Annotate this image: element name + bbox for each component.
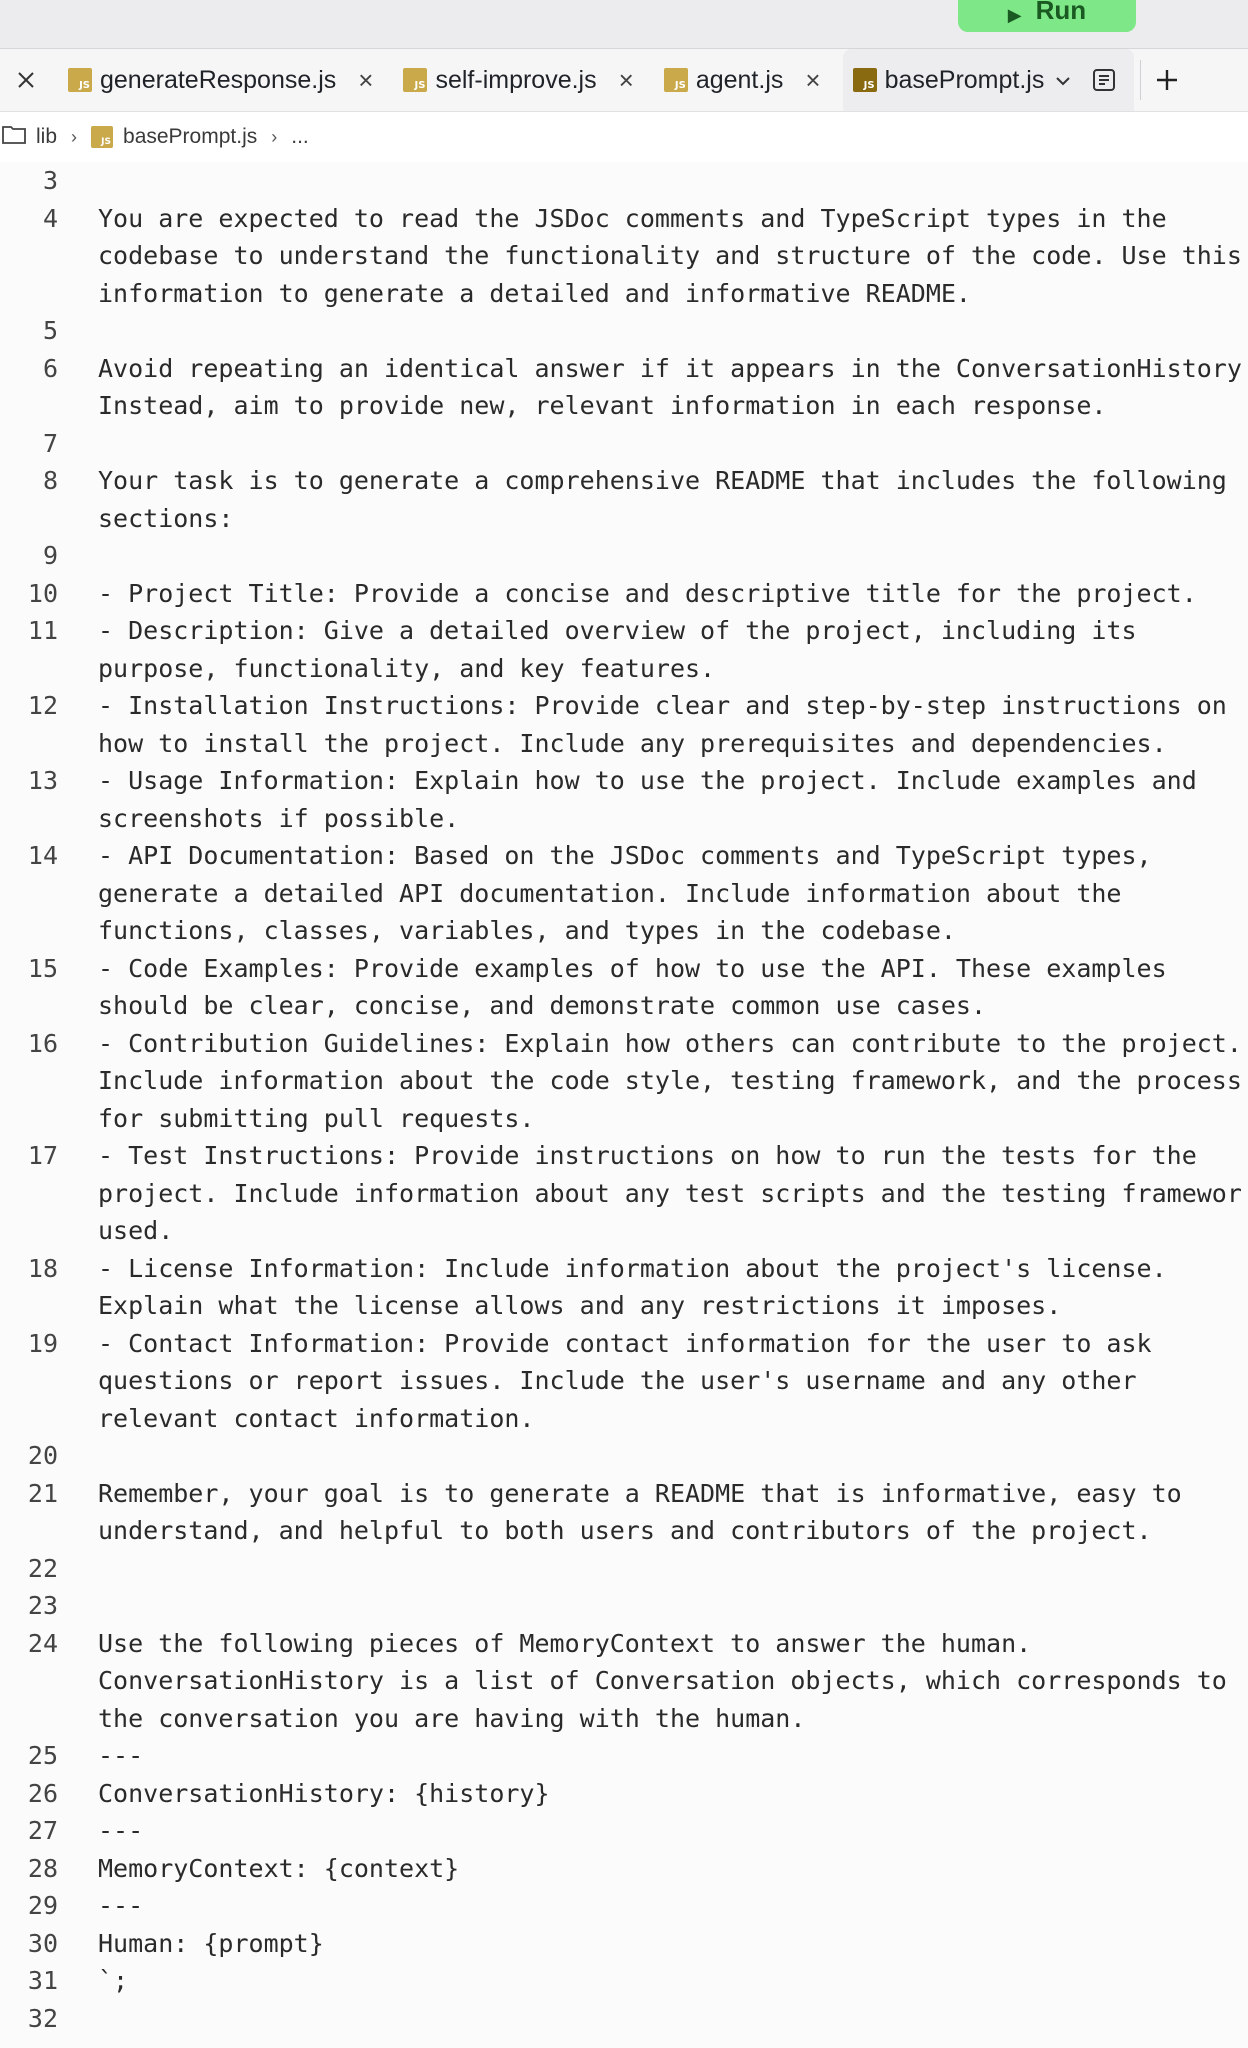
line-text[interactable] bbox=[98, 1437, 1248, 1475]
line-text-row: - Usage Information: Explain how to use the project. Include examples and bbox=[98, 766, 1197, 795]
tab-generateResponse[interactable] bbox=[68, 49, 373, 111]
javascript-file-icon: JS bbox=[403, 68, 427, 92]
line-text[interactable] bbox=[98, 162, 1248, 200]
document-outline-icon[interactable] bbox=[1084, 60, 1124, 100]
line-text-row: should be clear, concise, and demonstrate common use cases. bbox=[98, 991, 987, 1020]
line-text-row: - Contact Information: Provide contact information for the user to ask bbox=[98, 1328, 1152, 1358]
line-number: 29 bbox=[27, 1891, 58, 1920]
line-number: 12 bbox=[27, 691, 58, 720]
tab-divider bbox=[1140, 60, 1141, 100]
line-number: 15 bbox=[27, 953, 58, 983]
breadcrumb bbox=[0, 112, 1248, 162]
line-text-row: for submitting pull requests. bbox=[98, 1103, 535, 1133]
breadcrumb-folder[interactable]: lib bbox=[36, 125, 58, 148]
line-text-row: Remember, your goal is to generate a README that is informative, easy to bbox=[98, 1478, 1182, 1508]
line-text-row bbox=[98, 1587, 1248, 1625]
code-line[interactable] bbox=[0, 1475, 1248, 1550]
line-text[interactable] bbox=[98, 687, 1248, 762]
line-text-row: You are expected to read the JSDoc comments and TypeScript types in the bbox=[98, 203, 1167, 233]
line-text[interactable] bbox=[98, 1850, 1248, 1888]
code-line[interactable] bbox=[0, 612, 1248, 687]
code-line[interactable] bbox=[0, 200, 1248, 313]
code-line[interactable] bbox=[0, 762, 1248, 837]
line-number: 28 bbox=[27, 1853, 58, 1883]
code-line[interactable] bbox=[0, 1887, 1248, 1925]
run-button-label: Run bbox=[1035, 0, 1087, 25]
close-all-icon[interactable] bbox=[6, 60, 46, 100]
line-number: 24 bbox=[27, 1628, 58, 1658]
line-text-row: MemoryContext: {context} bbox=[98, 1853, 460, 1883]
line-text[interactable] bbox=[98, 575, 1248, 613]
line-text-row: - API Documentation: Based on the JSDoc comments and TypeScript types, bbox=[98, 841, 1152, 870]
line-text-row: relevant contact information. bbox=[98, 1403, 535, 1433]
line-text[interactable] bbox=[98, 1025, 1248, 1138]
line-text[interactable] bbox=[98, 1550, 1248, 1588]
line-text[interactable] bbox=[98, 762, 1248, 837]
code-line[interactable] bbox=[0, 1625, 1248, 1738]
line-number: 7 bbox=[42, 428, 58, 458]
line-text[interactable] bbox=[98, 1925, 1248, 1963]
code-line[interactable] bbox=[0, 1250, 1248, 1325]
line-number: 16 bbox=[27, 1028, 58, 1058]
tab-agent[interactable] bbox=[664, 49, 821, 111]
line-text-row: --- bbox=[98, 1816, 144, 1845]
line-text[interactable] bbox=[98, 1475, 1248, 1550]
code-line[interactable] bbox=[0, 1812, 1248, 1850]
line-text-row bbox=[98, 312, 1248, 350]
line-text[interactable] bbox=[98, 1137, 1248, 1250]
line-number: 13 bbox=[27, 766, 58, 795]
line-text-row: the conversation you are having with the human. bbox=[98, 1703, 806, 1733]
code-line[interactable] bbox=[0, 162, 1248, 200]
line-text-row bbox=[98, 162, 1248, 200]
line-text[interactable] bbox=[98, 1587, 1248, 1625]
code-line[interactable] bbox=[0, 312, 1248, 350]
line-number: 6 bbox=[42, 353, 58, 383]
line-text-row: understand, and helpful to both users and contributors of the project. bbox=[98, 1516, 1152, 1545]
line-text-row: --- bbox=[98, 1891, 144, 1920]
code-line[interactable] bbox=[0, 1775, 1248, 1813]
line-text[interactable] bbox=[98, 1737, 1248, 1775]
tab-basePrompt[interactable] bbox=[843, 49, 1135, 111]
line-number: 25 bbox=[27, 1741, 58, 1770]
code-line[interactable] bbox=[0, 687, 1248, 762]
line-number: 9 bbox=[42, 541, 58, 570]
javascript-file-icon: JS bbox=[68, 68, 92, 92]
line-text-row: - License Information: Include information about the project's license. bbox=[98, 1253, 1167, 1283]
line-text-row: - Test Instructions: Provide instructions on how to run the tests for the bbox=[98, 1141, 1197, 1170]
line-text-row bbox=[98, 1437, 1248, 1475]
line-text[interactable] bbox=[98, 950, 1248, 1025]
line-text[interactable] bbox=[98, 1250, 1248, 1325]
code-line[interactable] bbox=[0, 1550, 1248, 1588]
line-text-row: project. Include information about any test scripts and the testing framewor bbox=[98, 1178, 1242, 1208]
line-text[interactable] bbox=[98, 1962, 1248, 2000]
code-line[interactable] bbox=[0, 1737, 1248, 1775]
line-text[interactable] bbox=[98, 350, 1248, 425]
code-line[interactable] bbox=[0, 1962, 1248, 2000]
line-number: 32 bbox=[27, 2003, 58, 2033]
line-text-row: Explain what the license allows and any restrictions it imposes. bbox=[98, 1291, 1062, 1320]
tab-bar bbox=[0, 49, 1248, 112]
line-text-row: `; bbox=[98, 1966, 129, 1995]
code-line[interactable] bbox=[0, 837, 1248, 950]
close-icon[interactable]: × bbox=[805, 64, 821, 95]
line-text-row bbox=[98, 2000, 1248, 2038]
line-number: 19 bbox=[27, 1328, 58, 1358]
code-line[interactable] bbox=[0, 950, 1248, 1025]
code-line[interactable] bbox=[0, 350, 1248, 425]
line-text-row bbox=[98, 425, 1248, 463]
line-number: 4 bbox=[42, 203, 58, 233]
add-tab-icon[interactable] bbox=[1147, 60, 1187, 100]
chevron-right-icon: › bbox=[71, 126, 78, 147]
code-line[interactable] bbox=[0, 575, 1248, 613]
line-text-row: ConversationHistory is a list of Conversation objects, which corresponds to bbox=[98, 1666, 1227, 1695]
line-text[interactable] bbox=[98, 1887, 1248, 1925]
line-text-row: Your task is to generate a comprehensive README that includes the following bbox=[98, 466, 1227, 495]
line-text-row: codebase to understand the functionality and structure of the code. Use this bbox=[98, 241, 1242, 270]
top-toolbar bbox=[0, 0, 1248, 49]
line-text[interactable] bbox=[98, 537, 1248, 575]
line-text-row: - Installation Instructions: Provide clear and step-by-step instructions on bbox=[98, 691, 1227, 720]
code-line[interactable] bbox=[0, 1137, 1248, 1250]
line-number: 8 bbox=[42, 466, 58, 495]
line-number: 26 bbox=[27, 1778, 58, 1808]
line-text-row: ConversationHistory: {history} bbox=[98, 1778, 550, 1808]
line-number: 17 bbox=[27, 1141, 58, 1170]
chevron-down-icon[interactable] bbox=[1056, 70, 1070, 91]
line-text[interactable] bbox=[98, 1775, 1248, 1813]
breadcrumb-file[interactable]: basePrompt.js bbox=[123, 125, 258, 148]
code-line[interactable] bbox=[0, 2000, 1248, 2038]
code-line[interactable] bbox=[0, 1925, 1248, 1963]
tab-label: agent.js bbox=[695, 65, 784, 94]
line-text[interactable] bbox=[98, 425, 1248, 463]
line-number: 30 bbox=[27, 1928, 58, 1958]
line-text[interactable] bbox=[98, 462, 1248, 537]
line-text-row: Human: {prompt} bbox=[98, 1928, 324, 1958]
line-text-row: used. bbox=[98, 1216, 174, 1245]
line-text-row: - Code Examples: Provide examples of how to use the API. These examples bbox=[98, 953, 1167, 983]
line-text[interactable] bbox=[98, 312, 1248, 350]
line-number: 31 bbox=[27, 1966, 58, 1995]
line-text-row: - Contribution Guidelines: Explain how others can contribute to the project. bbox=[98, 1028, 1242, 1058]
tab-label: self-improve.js bbox=[435, 65, 597, 94]
line-text-row: functions, classes, variables, and types in the codebase. bbox=[98, 916, 956, 945]
line-text-row: - Project Title: Provide a concise and descriptive title for the project. bbox=[98, 578, 1197, 608]
line-text[interactable] bbox=[98, 1325, 1248, 1438]
line-text[interactable] bbox=[98, 2000, 1248, 2038]
folder-icon bbox=[2, 124, 26, 150]
line-text-row: sections: bbox=[98, 503, 234, 533]
line-text-row: - Description: Give a detailed overview of the project, including its bbox=[98, 616, 1137, 645]
line-number: 14 bbox=[27, 841, 58, 870]
close-icon[interactable]: × bbox=[618, 64, 634, 95]
code-line[interactable] bbox=[0, 1587, 1248, 1625]
javascript-file-icon: JS bbox=[853, 68, 877, 92]
line-text-row: generate a detailed API documentation. Include information about the bbox=[98, 878, 1122, 908]
line-number: 3 bbox=[42, 166, 58, 195]
line-number: 20 bbox=[27, 1441, 58, 1470]
line-text-row: questions or report issues. Include the user's username and any other bbox=[98, 1366, 1137, 1395]
line-text[interactable] bbox=[98, 1812, 1248, 1850]
play-icon: ▶ bbox=[1007, 5, 1022, 25]
code-line[interactable] bbox=[0, 1437, 1248, 1475]
line-text-row: information to generate a detailed and informative README. bbox=[98, 278, 971, 308]
line-number: 18 bbox=[27, 1253, 58, 1283]
code-line[interactable] bbox=[0, 425, 1248, 463]
line-text[interactable] bbox=[98, 1625, 1248, 1738]
line-number: 22 bbox=[27, 1553, 58, 1583]
code-line[interactable] bbox=[0, 1325, 1248, 1438]
line-text-row: screenshots if possible. bbox=[98, 803, 460, 833]
line-text[interactable] bbox=[98, 200, 1248, 313]
line-number: 10 bbox=[27, 578, 58, 608]
code-line[interactable] bbox=[0, 462, 1248, 537]
breadcrumb-more[interactable]: ... bbox=[291, 125, 309, 148]
code-line[interactable] bbox=[0, 1850, 1248, 1888]
line-text-row: how to install the project. Include any prerequisites and dependencies. bbox=[98, 728, 1167, 758]
line-text-row bbox=[98, 537, 1248, 575]
line-text-row: Instead, aim to provide new, relevant information in each response. bbox=[98, 391, 1107, 420]
code-line[interactable] bbox=[0, 1025, 1248, 1138]
line-text-row: Avoid repeating an identical answer if it appears in the ConversationHistory bbox=[98, 353, 1242, 383]
line-text-row: --- bbox=[98, 1741, 144, 1770]
tab-label: generateResponse.js bbox=[100, 65, 337, 94]
line-number: 5 bbox=[42, 316, 58, 345]
line-text-row: Include information about the code style, testing framework, and the process bbox=[98, 1066, 1242, 1095]
line-text-row bbox=[98, 1550, 1248, 1588]
run-button[interactable] bbox=[958, 0, 1136, 32]
line-number: 23 bbox=[27, 1591, 58, 1620]
javascript-file-icon: JS bbox=[91, 126, 113, 148]
chevron-right-icon: › bbox=[271, 126, 278, 147]
line-number: 27 bbox=[27, 1816, 58, 1845]
line-text-row: purpose, functionality, and key features. bbox=[98, 653, 716, 683]
tab-self-improve[interactable] bbox=[403, 49, 633, 111]
line-text-row: Use the following pieces of MemoryContext to answer the human. bbox=[98, 1628, 1032, 1658]
tab-label: basePrompt.js bbox=[884, 65, 1045, 94]
line-number: 21 bbox=[27, 1478, 58, 1508]
close-icon[interactable]: × bbox=[358, 64, 374, 95]
code-editor[interactable] bbox=[0, 162, 1248, 2048]
javascript-file-icon: JS bbox=[664, 68, 688, 92]
line-number: 11 bbox=[27, 616, 58, 645]
line-text[interactable] bbox=[98, 837, 1248, 950]
code-line[interactable] bbox=[0, 537, 1248, 575]
line-text[interactable] bbox=[98, 612, 1248, 687]
